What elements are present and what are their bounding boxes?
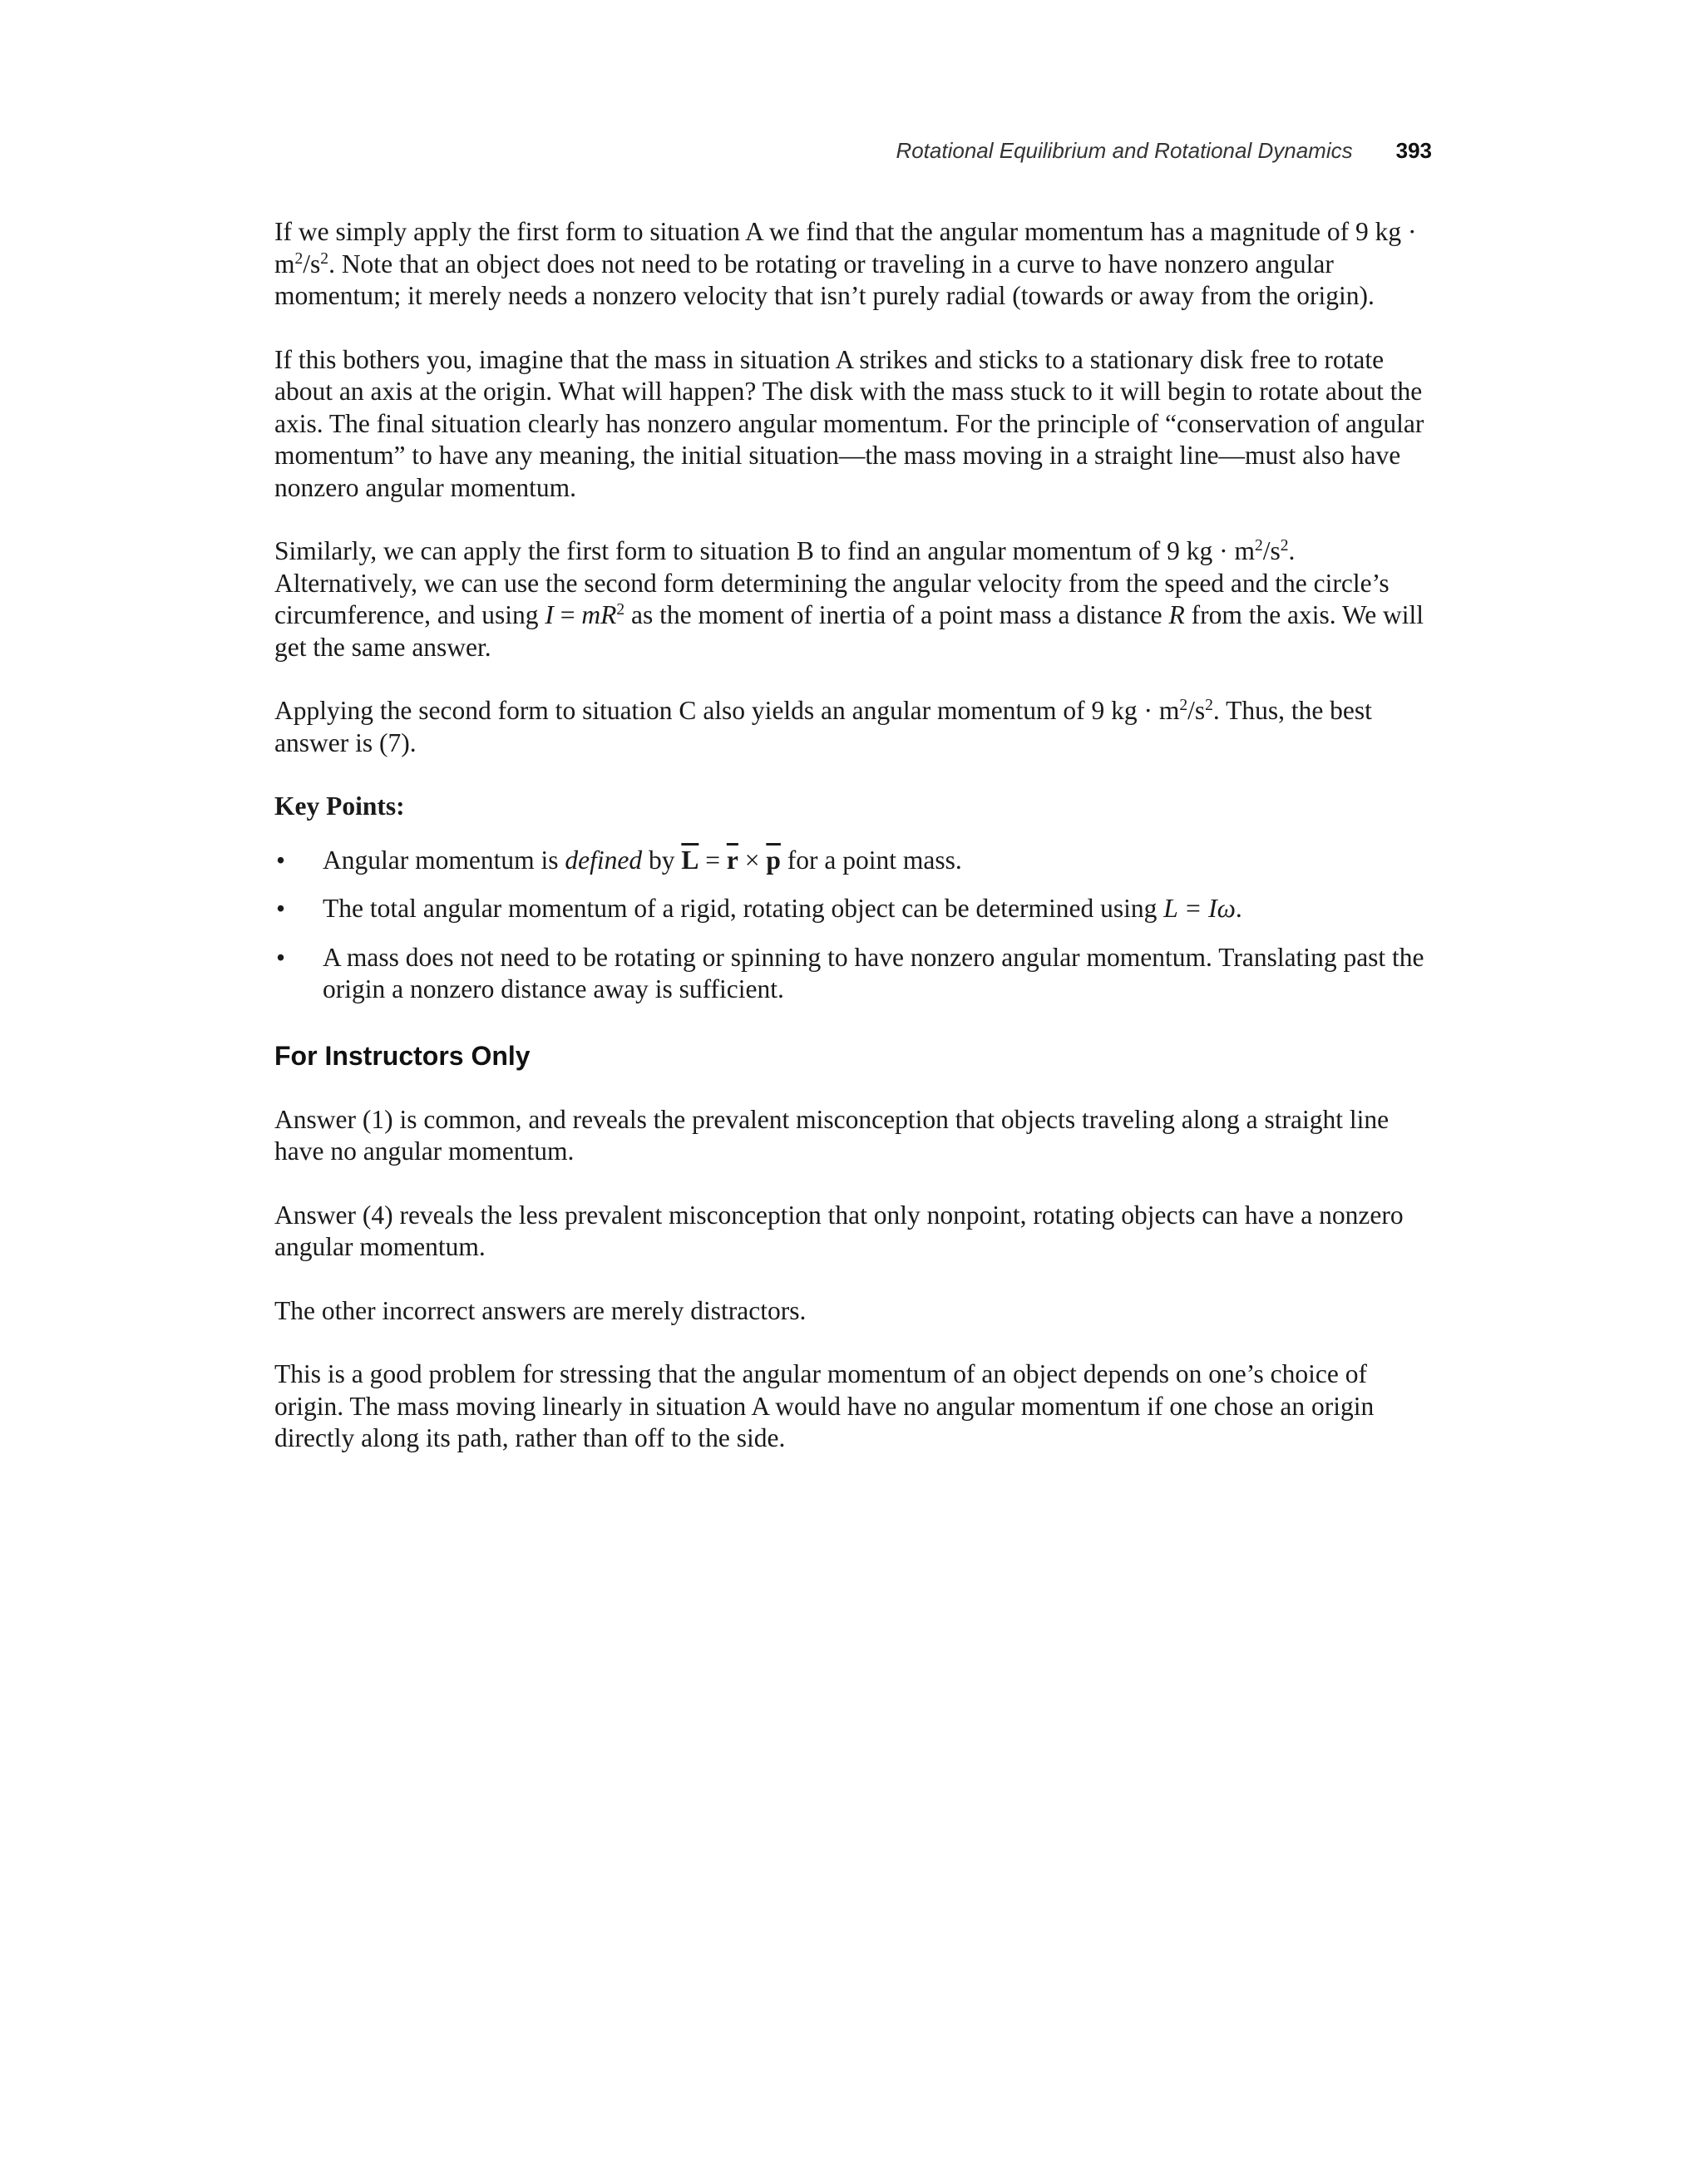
- body-text: [274, 216, 1434, 1486]
- math-equation: L = Iω: [1163, 894, 1236, 923]
- bullet-icon: •: [276, 845, 286, 875]
- paragraph-situation-a: [274, 216, 1434, 313]
- bullet-icon: •: [276, 894, 286, 923]
- text-run: If we simply apply the first form to situation A we find that the angular momentum has a magnitude of 9 kg · m: [274, 217, 1417, 279]
- superscript: 2: [1255, 537, 1263, 555]
- paragraph-situation-b: [274, 535, 1434, 663]
- text-run: as the moment of inertia of a point mass a distance: [624, 600, 1169, 629]
- text-run: The total angular momentum of a rigid, rotating object can be determined using: [323, 894, 1164, 923]
- math-symbol: I: [545, 600, 554, 629]
- text-run: by: [642, 845, 682, 875]
- math-symbol: mR: [581, 600, 617, 629]
- emphasis: defined: [565, 845, 643, 875]
- running-title: Rotational Equilibrium and Rotational Dynamics: [896, 138, 1353, 163]
- text-run: . Note that an object does not need to be rotating or traveling in a curve to have nonzero angular momentum; it merely needs a nonzero velocity that isn’t purely radial (towards or away from the origin).: [274, 249, 1375, 310]
- text-run: =: [553, 600, 582, 629]
- superscript: 2: [1205, 697, 1213, 715]
- paragraph-instructors-4: This is a good problem for stressing that the angular momentum of an object depends on one’s choice of origin. The mass moving linearly in situation A would have no angular momentum if one chose an origin directly along its path, rather than off to the side.: [274, 1359, 1375, 1452]
- superscript: 2: [616, 601, 625, 619]
- superscript: 2: [1179, 697, 1188, 715]
- text-run: Similarly, we can apply the first form to situation B to find an angular momentum of 9 kg · m: [274, 536, 1255, 565]
- paragraph-situation-c: [274, 695, 1434, 759]
- vector-symbol: $\overline{L}$: [681, 845, 699, 875]
- text-run: /s: [1262, 536, 1281, 565]
- vector-symbol: $\overline{r}$: [726, 845, 738, 875]
- text-run: A mass does not need to be rotating or spinning to have nonzero angular momentum. Translating past the origin a nonzero distance away is sufficient.: [323, 942, 1424, 1003]
- paragraph-instructors-1: Answer (1) is common, and reveals the prevalent misconception that objects traveling along a straight line have no angular momentum.: [274, 1104, 1390, 1166]
- text-run: /s: [303, 249, 321, 279]
- list-item: [274, 893, 1434, 925]
- text-run: for a point mass.: [780, 845, 962, 875]
- text-run: Angular momentum is: [323, 845, 565, 875]
- list-item: [274, 942, 1434, 1006]
- running-header: [274, 136, 1432, 165]
- paragraph-instructors-2: Answer (4) reveals the less prevalent misconception that only nonpoint, rotating objects can have a nonzero angular momentum.: [274, 1200, 1404, 1261]
- math-symbol: R: [1168, 600, 1185, 629]
- vector-symbol: $\overline{p}$: [766, 845, 781, 875]
- list-item: [274, 845, 1434, 877]
- text-run: . Thus, the best answer is (7).: [274, 696, 1372, 757]
- page-number: 393: [1395, 138, 1432, 163]
- key-points-heading: Key Points:: [274, 791, 405, 821]
- paragraph-disk-example: If this bothers you, imagine that the mass in situation A strikes and sticks to a stationary disk free to rotate about an axis at the origin. What will happen? The disk with the mass stuck to it will begin to rotate about the axis. The final situation clearly has nonzero angular momentum. For the principle of “conservation of angular momentum” to have any meaning, the initial situation—the mass moving in a straight line—must also have nonzero angular momentum.: [274, 344, 1424, 502]
- key-points-list: [274, 845, 1434, 1006]
- text-run: =: [698, 845, 727, 875]
- text-run: ×: [738, 845, 767, 875]
- text-run: from the axis. We will get the same answer.: [274, 600, 1424, 662]
- superscript: 2: [1280, 537, 1289, 555]
- text-run: . Alternatively, we can use the second form determining the angular velocity from the speed and the circle’s circumference, and using: [274, 536, 1390, 629]
- instructors-heading: For Instructors Only: [274, 1040, 531, 1071]
- superscript: 2: [320, 249, 329, 268]
- text-run: Applying the second form to situation C also yields an angular momentum of 9 kg · m: [274, 696, 1180, 725]
- superscript: 2: [294, 249, 304, 268]
- text-run: /s: [1187, 696, 1206, 725]
- text-run: .: [1235, 894, 1242, 923]
- paragraph-instructors-3: The other incorrect answers are merely distractors.: [274, 1295, 807, 1325]
- bullet-icon: •: [276, 942, 286, 972]
